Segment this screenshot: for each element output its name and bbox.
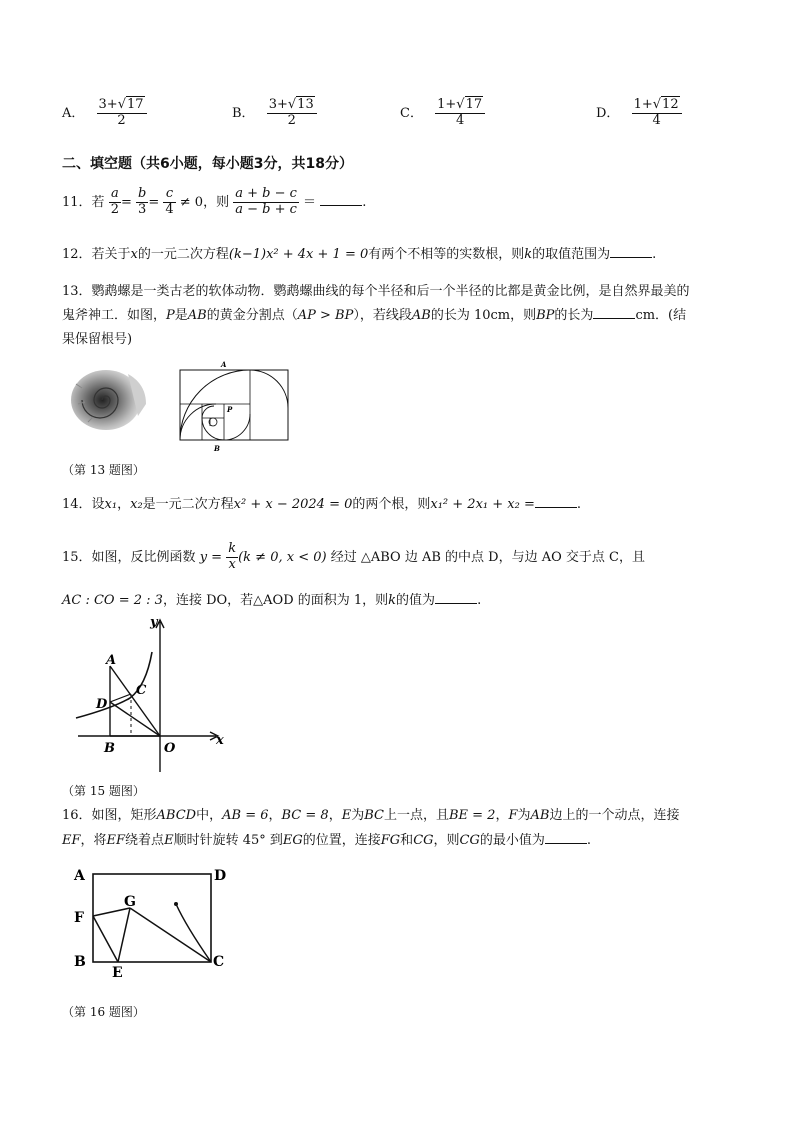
- label-o: O: [164, 741, 176, 756]
- question-11: 11．若 $\frac{a}{2}$ = $\frac{b}{3}$ = $\frac{c}{4}$ ≠ 0，则 $\frac{a + b - c}{a - b + c}$ ＝ .: [62, 186, 367, 217]
- answer-blank: [535, 495, 577, 508]
- hyperbola-triangle-diagram: [68, 612, 238, 777]
- section-heading: 二、填空题（共6小题，每小题3分，共18分）: [62, 156, 353, 172]
- option-c: C． $\frac{1+√17}{4}$: [400, 98, 485, 129]
- label-d: D: [214, 868, 227, 884]
- label-b: B: [74, 954, 86, 970]
- label-d: D: [96, 697, 108, 712]
- question-13-line-1: 13．鹦鹉螺是一类古老的软体动物．鹦鹉螺曲线的每个半径和后一个半径的比都是黄金比例，是自然界最美的: [62, 284, 690, 299]
- label-a: A: [106, 653, 117, 668]
- answer-blank: [435, 591, 477, 604]
- answer-blank: [610, 245, 652, 258]
- label-y: y: [150, 615, 158, 630]
- nautilus-shell-image: [68, 364, 150, 432]
- label-a: A: [74, 868, 85, 884]
- label-f: F: [74, 910, 84, 926]
- answer-blank: [593, 306, 635, 319]
- option-b: B． $\frac{3+√13}{2}$: [232, 98, 317, 129]
- question-13-line-3: 果保留根号): [62, 332, 133, 347]
- question-14: 14．设x₁，x₂是一元二次方程x² + x − 2024 = 0的两个根，则x₁² + 2x₁ + x₂ = .: [62, 497, 581, 512]
- question-13-line-2: 鬼斧神工．如图，P是AB的黄金分割点（AP > BP），若线段AB的长为 10cm，则BP的长为 cm．(结: [62, 308, 687, 323]
- option-letter: A．: [62, 105, 85, 121]
- golden-spiral-diagram: [172, 360, 296, 454]
- question-16-line-2: EF，将EF绕着点E顺时针旋转 45° 到EG的位置，连接FG和CG，则CG的最小值为 .: [62, 833, 592, 848]
- label-p: P: [227, 405, 233, 414]
- option-fraction: $\frac{3+√17}{2}$: [97, 98, 147, 129]
- label-a: A: [221, 360, 227, 369]
- rectangle-rotation-diagram: [68, 862, 238, 980]
- label-x: x: [216, 733, 224, 748]
- option-fraction: $\frac{3+√13}{2}$: [267, 98, 317, 129]
- option-d: D． $\frac{1+√12}{4}$: [596, 98, 682, 129]
- figure-15-caption: （第 15 题图）: [62, 784, 145, 798]
- answer-blank: [320, 193, 362, 206]
- label-c: C: [213, 954, 225, 970]
- question-15-line-1: 15．如图，反比例函数 y = $\frac{k}{x}$ (k ≠ 0, x < 0) 经过 △ABO 边 AB 的中点 D，与边 AO 交于点 C，且: [62, 541, 645, 572]
- answer-blank: [545, 831, 587, 844]
- figure-16-caption: （第 16 题图）: [62, 1005, 145, 1019]
- question-15-line-2: AC : CO = 2 : 3，连接 DO，若△AOD 的面积为 1，则k的值为 .: [62, 593, 482, 608]
- question-12: 12．若关于x的一元二次方程(k−1)x² + 4x + 1 = 0有两个不相等的实数根，则k的取值范围为 .: [62, 247, 657, 262]
- figure-13-caption: （第 13 题图）: [62, 463, 145, 477]
- option-a: [62, 98, 147, 129]
- label-g: G: [124, 894, 136, 910]
- label-e: E: [112, 965, 123, 980]
- label-c: C: [136, 683, 147, 698]
- option-fraction: $\frac{1+√17}{4}$: [435, 98, 485, 129]
- option-fraction: $\frac{1+√12}{4}$: [632, 98, 682, 129]
- label-b: B: [214, 444, 220, 453]
- label-b: B: [104, 741, 115, 756]
- question-16-line-1: 16．如图，矩形ABCD中，AB = 6，BC = 8，E为BC上一点，且BE = 2，F为AB边上的一个动点，连接: [62, 808, 680, 823]
